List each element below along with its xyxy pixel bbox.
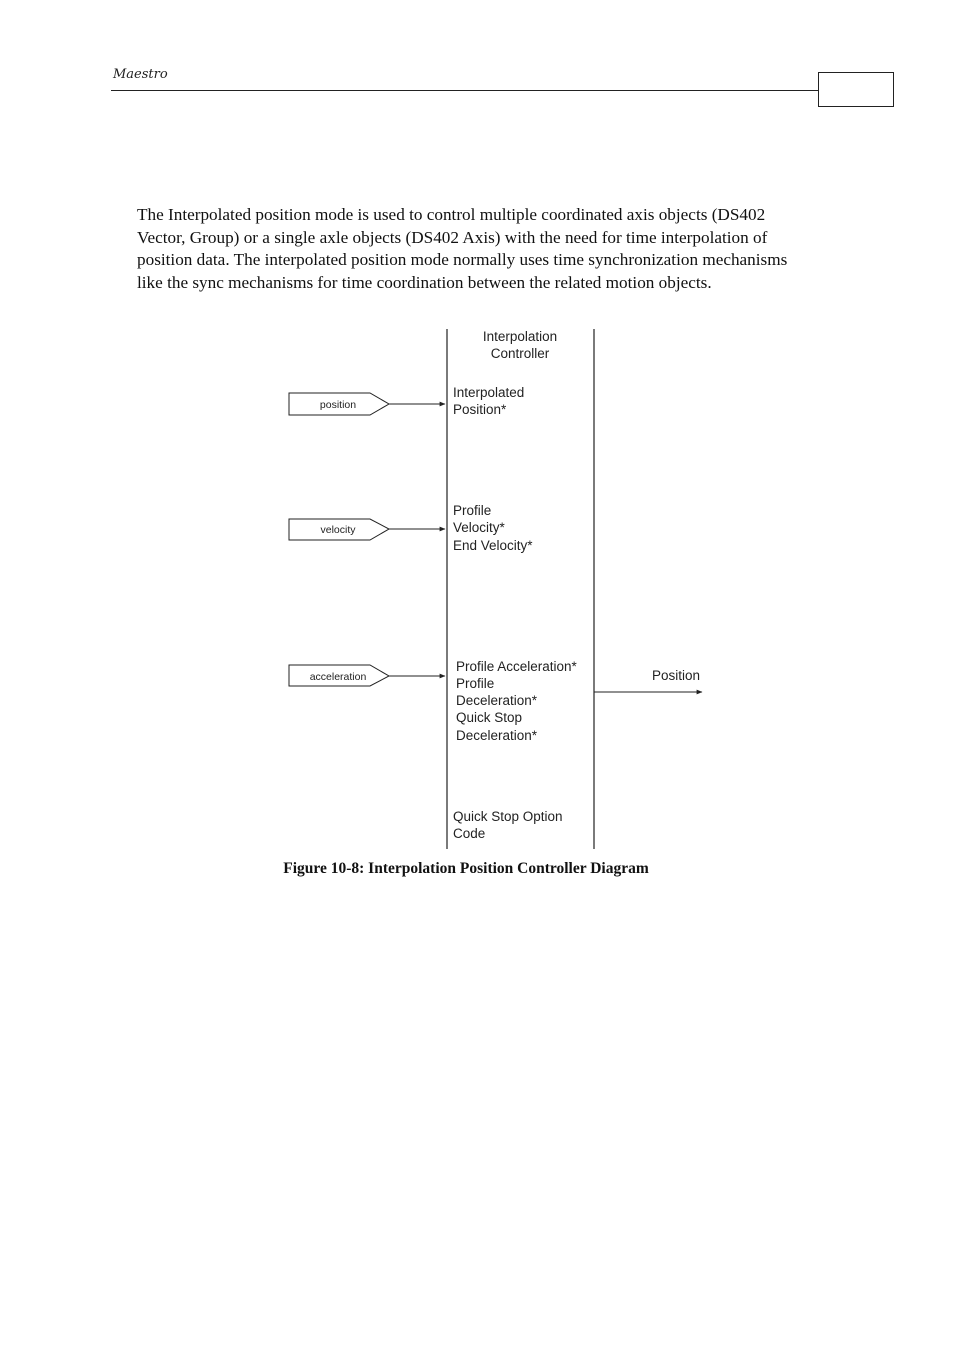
position-input-label: position <box>319 399 357 411</box>
velocity-input <box>289 519 445 540</box>
velocity-input-label: velocity <box>320 524 356 536</box>
body-paragraph: The Interpolated position mode is used to control multiple coordinated axis objects (DS402 Vector, Group) or a single axle objects (DS402 Axis) with the need for time interpolation of position data. The interpolated position mode normally uses time synchronization mechanisms like the sync mechanisms for time coordination between the related motion objects. <box>137 205 788 292</box>
velocity-param-1: Profile <box>453 503 492 518</box>
acceleration-param-5: Deceleration* <box>456 728 538 743</box>
acceleration-param-4: Quick Stop <box>456 710 523 725</box>
acceleration-param-3: Deceleration* <box>456 693 538 708</box>
option-param-1: Quick Stop Option <box>453 809 563 824</box>
figure-caption: Figure 10-8: Interpolation Position Controller Diagram <box>283 860 649 877</box>
acceleration-input <box>289 665 445 686</box>
controller-title-line-2: Controller <box>490 346 550 361</box>
output-label: Position <box>652 668 701 683</box>
acceleration-param-2: Profile <box>456 676 495 691</box>
controller-title-line-1: Interpolation <box>482 329 558 344</box>
option-param-2: Code <box>453 826 486 841</box>
header-title: Maestro <box>113 67 168 82</box>
acceleration-param-1: Profile Acceleration* <box>456 659 577 674</box>
velocity-param-2: Velocity* <box>453 520 505 535</box>
velocity-param-3: End Velocity* <box>453 538 533 553</box>
position-param-2: Position* <box>453 402 507 417</box>
acceleration-input-label: acceleration <box>309 671 367 683</box>
position-input <box>289 393 445 415</box>
position-param-1: Interpolated <box>453 385 525 400</box>
